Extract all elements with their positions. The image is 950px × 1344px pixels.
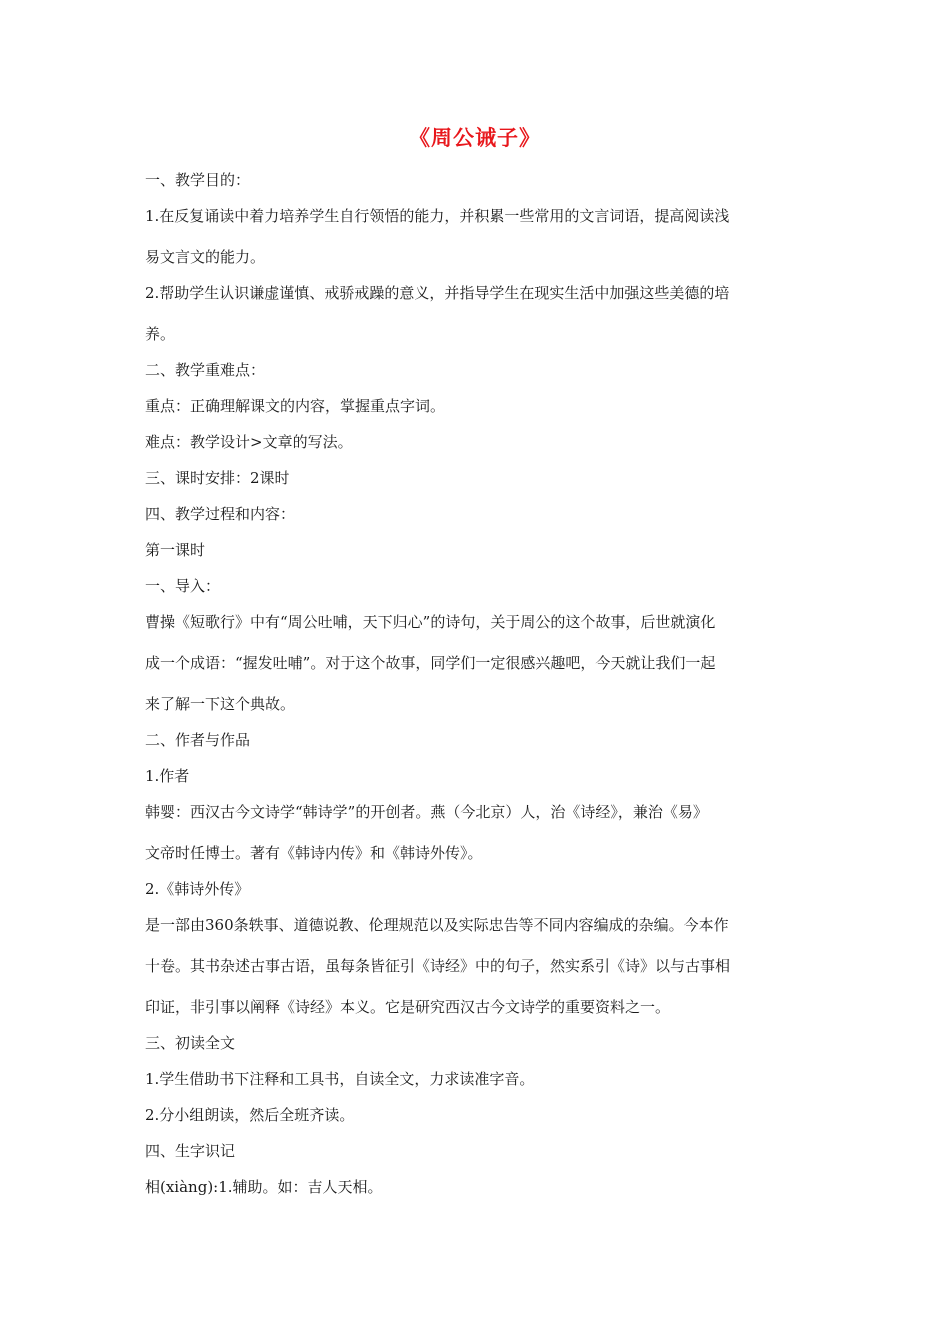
text-line: 一、教学目的： (145, 171, 251, 189)
text-line: 是一部由360条轶事、道德说教、伦理规范以及实际忠告等不同内容编成的杂编。今本作 (145, 916, 729, 934)
text-line: 1.作者 (145, 767, 190, 785)
text-line: 文帝时任博士。著有《韩诗内传》和《韩诗外传》。 (145, 844, 483, 862)
text-line: 2.分小组朗读，然后全班齐读。 (145, 1106, 355, 1124)
text-line: 2.《韩诗外传》 (145, 880, 250, 898)
text-line: 2.帮助学生认识谦虚谨慎、戒骄戒躁的意义，并指导学生在现实生活中加强这些美德的培 (145, 284, 730, 302)
text-line: 第一课时 (145, 541, 206, 559)
text-line: 三、初读全文 (145, 1034, 236, 1052)
text-line: 易文言文的能力。 (145, 248, 266, 266)
text-line: 韩婴：西汉古今文诗学“韩诗学”的开创者。燕（今北京）人，治《诗经》，兼治《易》 (145, 803, 708, 821)
text-line: 四、教学过程和内容： (145, 505, 296, 523)
text-line: 三、课时安排：2课时 (145, 469, 290, 487)
text-line: 相(xiàng):1.辅助。如：吉人天相。 (145, 1178, 383, 1196)
text-line: 来了解一下这个典故。 (145, 695, 296, 713)
text-line: 重点：正确理解课文的内容，掌握重点字词。 (145, 397, 446, 415)
text-line: 养。 (145, 325, 176, 343)
text-line: 一、导入： (145, 577, 221, 595)
text-line: 二、作者与作品 (145, 731, 251, 749)
text-line: 1.学生借助书下注释和工具书，自读全文，力求读准字音。 (145, 1070, 535, 1088)
document-title: 《周公诫子》 (409, 126, 541, 150)
text-line: 1.在反复诵读中着力培养学生自行领悟的能力，并积累一些常用的文言词语，提高阅读浅 (145, 207, 730, 225)
text-line: 成一个成语：“握发吐哺”。对于这个故事，同学们一定很感兴趣吧，今天就让我们一起 (145, 654, 716, 672)
text-line: 曹操《短歌行》中有“周公吐哺，天下归心”的诗句，关于周公的这个故事，后世就演化 (145, 613, 716, 631)
text-line: 二、教学重难点： (145, 361, 266, 379)
text-line: 印证，非引事以阐释《诗经》本义。它是研究西汉古今文诗学的重要资料之一。 (145, 998, 671, 1016)
text-line: 十卷。其书杂述古事古语，虽每条皆征引《诗经》中的句子，然实系引《诗》以与古事相 (145, 957, 731, 975)
document-body (145, 162, 807, 1205)
text-line: 难点：教学设计>文章的写法。 (145, 433, 353, 451)
text-line: 四、生字识记 (145, 1142, 236, 1160)
